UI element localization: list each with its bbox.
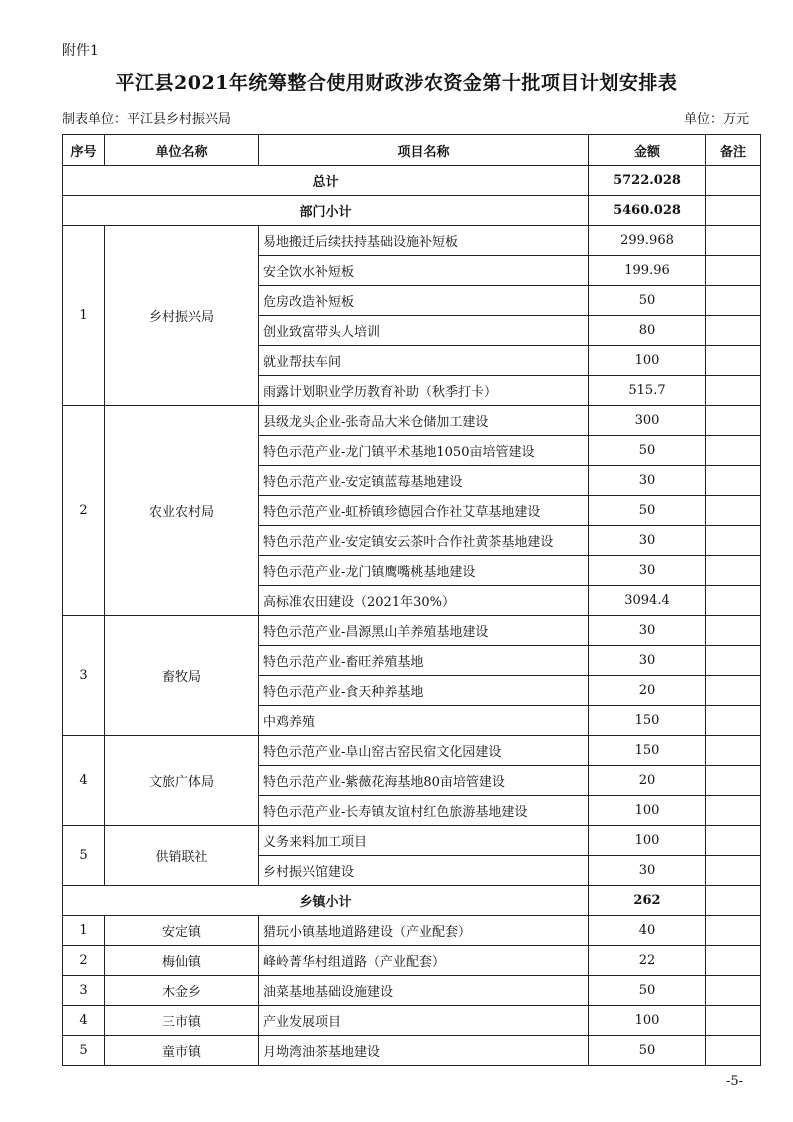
row-unit: 农业农村局 (105, 406, 259, 616)
remark-cell (706, 196, 761, 226)
row-project: 雨露计划职业学历教育补助（秋季打卡） (259, 376, 589, 406)
row-project: 特色示范产业-长寿镇友谊村红色旅游基地建设 (259, 796, 589, 826)
remark-cell (706, 646, 761, 676)
row-project: 猎玩小镇基地道路建设（产业配套） (259, 916, 589, 946)
remark-cell (706, 706, 761, 736)
attachment-label: 附件1 (62, 43, 99, 59)
remark-cell (706, 496, 761, 526)
remark-cell (706, 766, 761, 796)
row-project: 特色示范产业-安定镇蓝莓基地建设 (259, 466, 589, 496)
table-row (63, 406, 761, 436)
remark-cell (706, 256, 761, 286)
row-amount: 50 (589, 976, 706, 1006)
row-unit: 文旅广体局 (105, 736, 259, 826)
row-amount: 80 (589, 316, 706, 346)
remark-cell (706, 556, 761, 586)
col-seq: 序号 (63, 135, 105, 166)
row-amount: 30 (589, 646, 706, 676)
row-amount: 3094.4 (589, 586, 706, 616)
table-row (63, 1006, 761, 1036)
row-project: 特色示范产业-龙门镇平术基地1050亩培管建设 (259, 436, 589, 466)
remark-cell (706, 826, 761, 856)
table-body (63, 166, 761, 1066)
row-amount: 20 (589, 676, 706, 706)
table-row (63, 616, 761, 646)
row-seq: 2 (63, 946, 105, 976)
header-row (63, 135, 761, 166)
row-amount: 22 (589, 946, 706, 976)
row-amount: 50 (589, 496, 706, 526)
project-table (62, 134, 761, 1066)
remark-cell (706, 676, 761, 706)
table-row (63, 826, 761, 856)
table-row (63, 226, 761, 256)
row-unit: 安定镇 (105, 916, 259, 946)
col-remark: 备注 (706, 135, 761, 166)
row-unit: 木金乡 (105, 976, 259, 1006)
total-label: 总计 (63, 166, 589, 196)
remark-cell (706, 166, 761, 196)
remark-cell (706, 376, 761, 406)
row-unit: 供销联社 (105, 826, 259, 886)
remark-cell (706, 886, 761, 916)
row-project: 特色示范产业-紫薇花海基地80亩培管建设 (259, 766, 589, 796)
row-amount: 150 (589, 736, 706, 766)
row-amount: 30 (589, 466, 706, 496)
town-subtotal-row (63, 886, 761, 916)
row-unit: 三市镇 (105, 1006, 259, 1036)
remark-cell (706, 916, 761, 946)
row-project: 安全饮水补短板 (259, 256, 589, 286)
row-amount: 100 (589, 796, 706, 826)
row-seq: 2 (63, 406, 105, 616)
row-amount: 515.7 (589, 376, 706, 406)
table-row (63, 946, 761, 976)
row-project: 县级龙头企业-张奇品大米仓储加工建设 (259, 406, 589, 436)
row-project: 乡村振兴馆建设 (259, 856, 589, 886)
row-seq: 1 (63, 916, 105, 946)
table-row (63, 736, 761, 766)
remark-cell (706, 856, 761, 886)
remark-cell (706, 796, 761, 826)
row-amount: 100 (589, 1006, 706, 1036)
row-amount: 300 (589, 406, 706, 436)
dept-subtotal-row (63, 196, 761, 226)
remark-cell (706, 466, 761, 496)
remark-cell (706, 436, 761, 466)
remark-cell (706, 316, 761, 346)
row-unit: 畜牧局 (105, 616, 259, 736)
row-seq: 3 (63, 976, 105, 1006)
row-amount: 150 (589, 706, 706, 736)
row-amount: 20 (589, 766, 706, 796)
remark-cell (706, 1006, 761, 1036)
page-title: 平江县2021年统筹整合使用财政涉农资金第十批项目计划安排表 (115, 72, 678, 94)
row-project: 特色示范产业-畜旺养殖基地 (259, 646, 589, 676)
remark-cell (706, 286, 761, 316)
row-seq: 1 (63, 226, 105, 406)
remark-cell (706, 736, 761, 766)
row-amount: 50 (589, 436, 706, 466)
row-project: 创业致富带头人培训 (259, 316, 589, 346)
row-amount: 199.96 (589, 256, 706, 286)
col-project: 项目名称 (259, 135, 589, 166)
row-project: 危房改造补短板 (259, 286, 589, 316)
remark-cell (706, 586, 761, 616)
row-amount: 100 (589, 346, 706, 376)
row-amount: 299.968 (589, 226, 706, 256)
town-subtotal-amount: 262 (589, 886, 706, 916)
maker-unit: 制表单位：平江县乡村振兴局 (62, 112, 232, 127)
row-amount: 30 (589, 856, 706, 886)
remark-cell (706, 406, 761, 436)
table-row (63, 916, 761, 946)
row-seq: 4 (63, 736, 105, 826)
remark-cell (706, 526, 761, 556)
row-amount: 30 (589, 526, 706, 556)
row-project: 特色示范产业-食天种养基地 (259, 676, 589, 706)
row-project: 特色示范产业-阜山窑古窑民宿文化园建设 (259, 736, 589, 766)
row-seq: 5 (63, 1036, 105, 1066)
total-row (63, 166, 761, 196)
row-project: 特色示范产业-虹桥镇珍德园合作社艾草基地建设 (259, 496, 589, 526)
row-amount: 40 (589, 916, 706, 946)
row-project: 中鸡养殖 (259, 706, 589, 736)
row-amount: 100 (589, 826, 706, 856)
row-amount: 30 (589, 556, 706, 586)
row-unit: 梅仙镇 (105, 946, 259, 976)
town-subtotal-label: 乡镇小计 (63, 886, 589, 916)
row-project: 特色示范产业-昌源黑山羊养殖基地建设 (259, 616, 589, 646)
remark-cell (706, 616, 761, 646)
table-row (63, 1036, 761, 1066)
row-amount: 30 (589, 616, 706, 646)
row-project: 月坳湾油茶基地建设 (259, 1036, 589, 1066)
remark-cell (706, 346, 761, 376)
row-project: 就业帮扶车间 (259, 346, 589, 376)
remark-cell (706, 226, 761, 256)
col-unit: 单位名称 (105, 135, 259, 166)
page-number: -5- (725, 1074, 743, 1089)
dept-subtotal-amount: 5460.028 (589, 196, 706, 226)
row-project: 峰岭菁华村组道路（产业配套） (259, 946, 589, 976)
row-project: 特色示范产业-龙门镇鹰嘴桃基地建设 (259, 556, 589, 586)
row-amount: 50 (589, 1036, 706, 1066)
money-unit: 单位：万元 (683, 112, 749, 127)
row-project: 易地搬迁后续扶持基础设施补短板 (259, 226, 589, 256)
table-row (63, 976, 761, 1006)
row-project: 油菜基地基础设施建设 (259, 976, 589, 1006)
row-project: 产业发展项目 (259, 1006, 589, 1036)
row-amount: 50 (589, 286, 706, 316)
row-project: 高标准农田建设（2021年30%） (259, 586, 589, 616)
row-unit: 童市镇 (105, 1036, 259, 1066)
total-amount: 5722.028 (589, 166, 706, 196)
row-seq: 3 (63, 616, 105, 736)
dept-subtotal-label: 部门小计 (63, 196, 589, 226)
row-seq: 5 (63, 826, 105, 886)
remark-cell (706, 946, 761, 976)
remark-cell (706, 976, 761, 1006)
row-project: 义务来料加工项目 (259, 826, 589, 856)
row-seq: 4 (63, 1006, 105, 1036)
row-project: 特色示范产业-安定镇安云茶叶合作社黄茶基地建设 (259, 526, 589, 556)
remark-cell (706, 1036, 761, 1066)
row-unit: 乡村振兴局 (105, 226, 259, 406)
col-amount: 金额 (589, 135, 706, 166)
